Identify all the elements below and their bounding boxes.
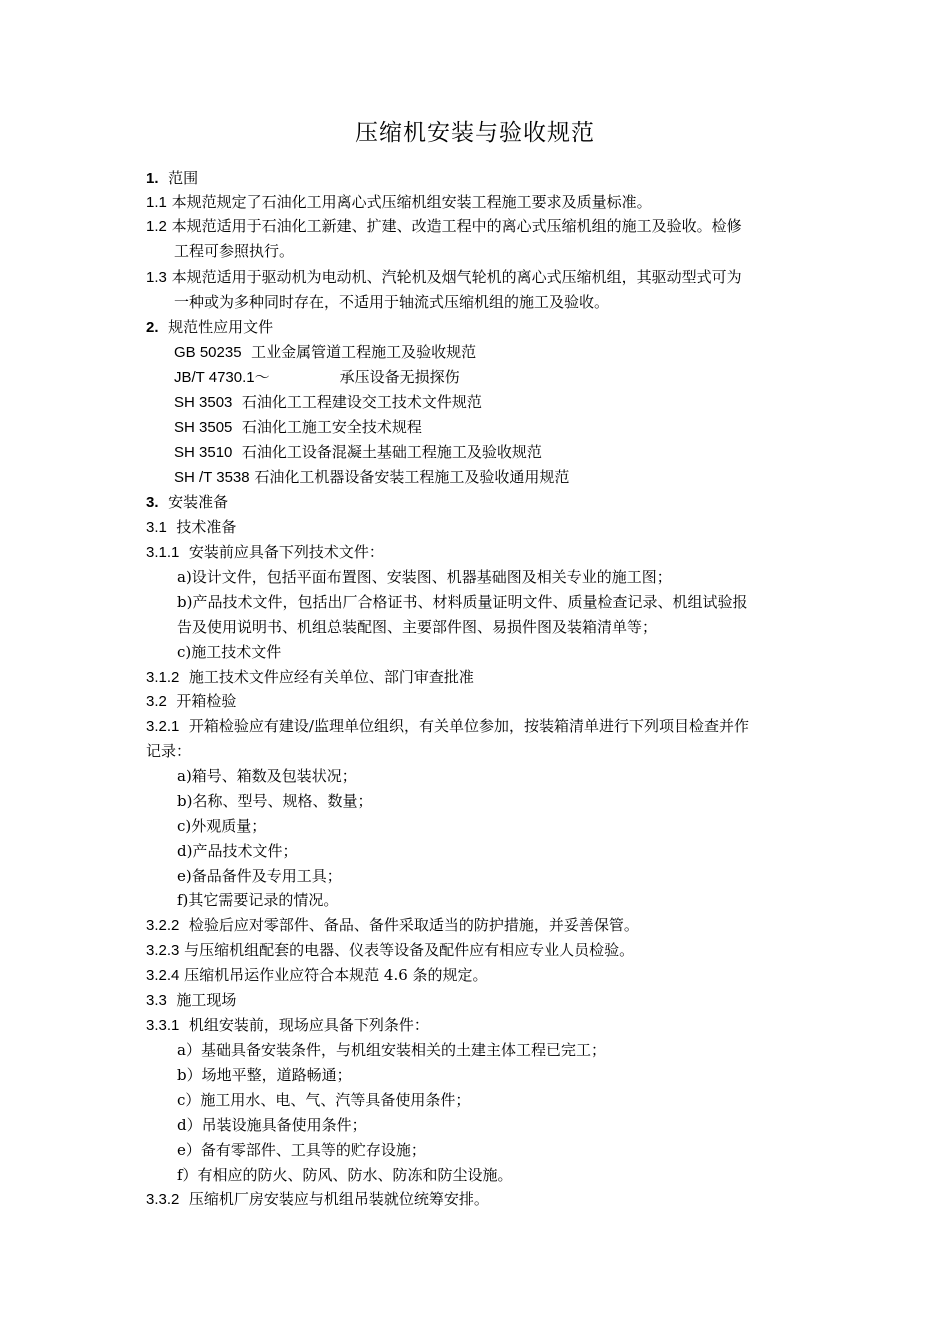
clause-text: 施工技术文件应经有关单位、部门审查批准 — [188, 668, 474, 686]
clause-3-1-1 — [146, 541, 384, 564]
list-item: b)产品技术文件，包括出厂合格证书、材料质量证明文件、质量检查记录、机组试验报 — [177, 593, 748, 611]
reference-code: JB/T 4730.1～ — [174, 369, 270, 386]
reference-item — [174, 391, 482, 414]
list-item: f)其它需要记录的情况。 — [177, 891, 339, 909]
subsection-title: 开箱检验 — [176, 692, 237, 710]
reference-name: 石油化工施工安全技术规程 — [241, 418, 422, 436]
subsection-3-1 — [146, 516, 236, 539]
subsection-number: 3.2 — [146, 693, 167, 710]
clause-1-2 — [146, 215, 742, 238]
section-3-heading — [146, 491, 228, 514]
section-title: 范围 — [168, 169, 199, 187]
list-item: a）基础具备安装条件，与机组安装相关的土建主体工程已完工； — [177, 1041, 606, 1059]
clause-3-2-3 — [146, 939, 634, 962]
clause-3-3-2 — [146, 1188, 489, 1211]
clause-3-2-1-continued: 记录： — [146, 742, 192, 760]
clause-3-2-2 — [146, 914, 639, 937]
clause-1-3-continued: 一种或为多种同时存在，不适用于轴流式压缩机组的施工及验收。 — [174, 293, 610, 311]
clause-text: 本规范规定了石油化工用离心式压缩机组安装工程施工要求及质量标准。 — [171, 193, 652, 211]
clause-number: 3.1.2 — [146, 669, 180, 686]
clause-number: 3.3.1 — [146, 1017, 180, 1034]
clause-1-1 — [146, 191, 652, 214]
reference-name: 承压设备无损探伤 — [339, 368, 460, 386]
reference-name: 石油化工机器设备安装工程施工及验收通用规范 — [254, 468, 570, 486]
section-number: 2. — [146, 319, 159, 336]
clause-number: 1.1 — [146, 194, 167, 211]
clause-number: 1.2 — [146, 218, 167, 235]
subsection-3-3 — [146, 989, 236, 1012]
subsection-3-2 — [146, 690, 236, 713]
list-item: e）备有零部件、工具等的贮存设施； — [177, 1141, 426, 1159]
reference-name: 石油化工工程建设交工技术文件规范 — [241, 393, 482, 411]
clause-text: 检验后应对零部件、备品、备件采取适当的防护措施，并妥善保管。 — [188, 916, 639, 934]
clause-text: 压缩机厂房安装应与机组吊装就位统筹安排。 — [188, 1190, 489, 1208]
clause-number: 3.2.3 — [146, 942, 180, 959]
subsection-number: 3.1 — [146, 519, 167, 536]
list-item: d）吊装设施具备使用条件； — [177, 1116, 367, 1134]
reference-code: SH /T 3538 — [174, 469, 250, 486]
clause-number: 3.1.1 — [146, 544, 180, 561]
list-item: c)外观质量； — [177, 817, 267, 835]
section-1-heading — [146, 167, 198, 190]
list-item: c)施工技术文件 — [177, 643, 282, 661]
subsection-title: 技术准备 — [176, 518, 237, 536]
clause-3-2-1 — [146, 715, 749, 738]
clause-3-2-4 — [146, 964, 488, 987]
list-item: b）场地平整，道路畅通； — [177, 1066, 352, 1084]
list-item-continued: 告及使用说明书、机组总装配图、主要部件图、易损件图及装箱清单等； — [177, 618, 658, 636]
reference-code: GB 50235 — [174, 344, 242, 361]
reference-code: SH 3505 — [174, 419, 233, 436]
clause-3-3-1 — [146, 1014, 429, 1037]
list-item: b)名称、型号、规格、数量； — [177, 792, 373, 810]
clause-1-2-continued: 工程可参照执行。 — [174, 242, 295, 260]
reference-item — [174, 366, 460, 389]
reference-code: SH 3503 — [174, 394, 233, 411]
list-item: a)箱号、箱数及包装状况； — [177, 767, 357, 785]
clause-text: 开箱检验应有建设/监理单位组织，有关单位参加，按装箱清单进行下列项目检查并作 — [188, 717, 749, 735]
reference-item — [174, 441, 542, 464]
clause-text: 安装前应具备下列技术文件： — [188, 543, 384, 561]
section-title: 规范性应用文件 — [168, 318, 274, 336]
section-number: 1. — [146, 170, 159, 187]
list-item: d)产品技术文件； — [177, 842, 298, 860]
subsection-number: 3.3 — [146, 992, 167, 1009]
subsection-title: 施工现场 — [176, 991, 237, 1009]
reference-item — [174, 466, 569, 489]
list-item: f）有相应的防火、防风、防水、防冻和防尘设施。 — [177, 1166, 513, 1184]
reference-name: 石油化工设备混凝土基础工程施工及验收规范 — [241, 443, 542, 461]
clause-text: 机组安装前，现场应具备下列条件： — [188, 1016, 429, 1034]
reference-item — [174, 341, 476, 364]
clause-number: 3.3.2 — [146, 1191, 180, 1208]
list-item: a)设计文件，包括平面布置图、安装图、机器基础图及相关专业的施工图； — [177, 568, 672, 586]
reference-name: 工业金属管道工程施工及验收规范 — [251, 343, 477, 361]
clause-text: 本规范适用于驱动机为电动机、汽轮机及烟气轮机的离心式压缩机组，其驱动型式可为 — [171, 268, 742, 286]
clause-1-3 — [146, 266, 742, 289]
list-item: e)备品备件及专用工具； — [177, 867, 342, 885]
clause-number: 3.2.2 — [146, 917, 180, 934]
clause-number: 3.2.1 — [146, 718, 180, 735]
clause-text: 本规范适用于石油化工新建、扩建、改造工程中的离心式压缩机组的施工及验收。检修 — [171, 217, 742, 235]
section-2-heading — [146, 316, 273, 339]
document-title: 压缩机安装与验收规范 — [355, 120, 595, 146]
section-number: 3. — [146, 494, 159, 511]
section-title: 安装准备 — [168, 493, 229, 511]
reference-code: SH 3510 — [174, 444, 233, 461]
reference-item — [174, 416, 422, 439]
clause-3-1-2 — [146, 666, 474, 689]
clause-text: 压缩机吊运作业应符合本规范 4.6 条的规定。 — [184, 966, 488, 984]
clause-number: 3.2.4 — [146, 967, 180, 984]
clause-number: 1.3 — [146, 269, 167, 286]
clause-text: 与压缩机组配套的电器、仪表等设备及配件应有相应专业人员检验。 — [184, 941, 635, 959]
list-item: c）施工用水、电、气、汽等具备使用条件； — [177, 1091, 471, 1109]
